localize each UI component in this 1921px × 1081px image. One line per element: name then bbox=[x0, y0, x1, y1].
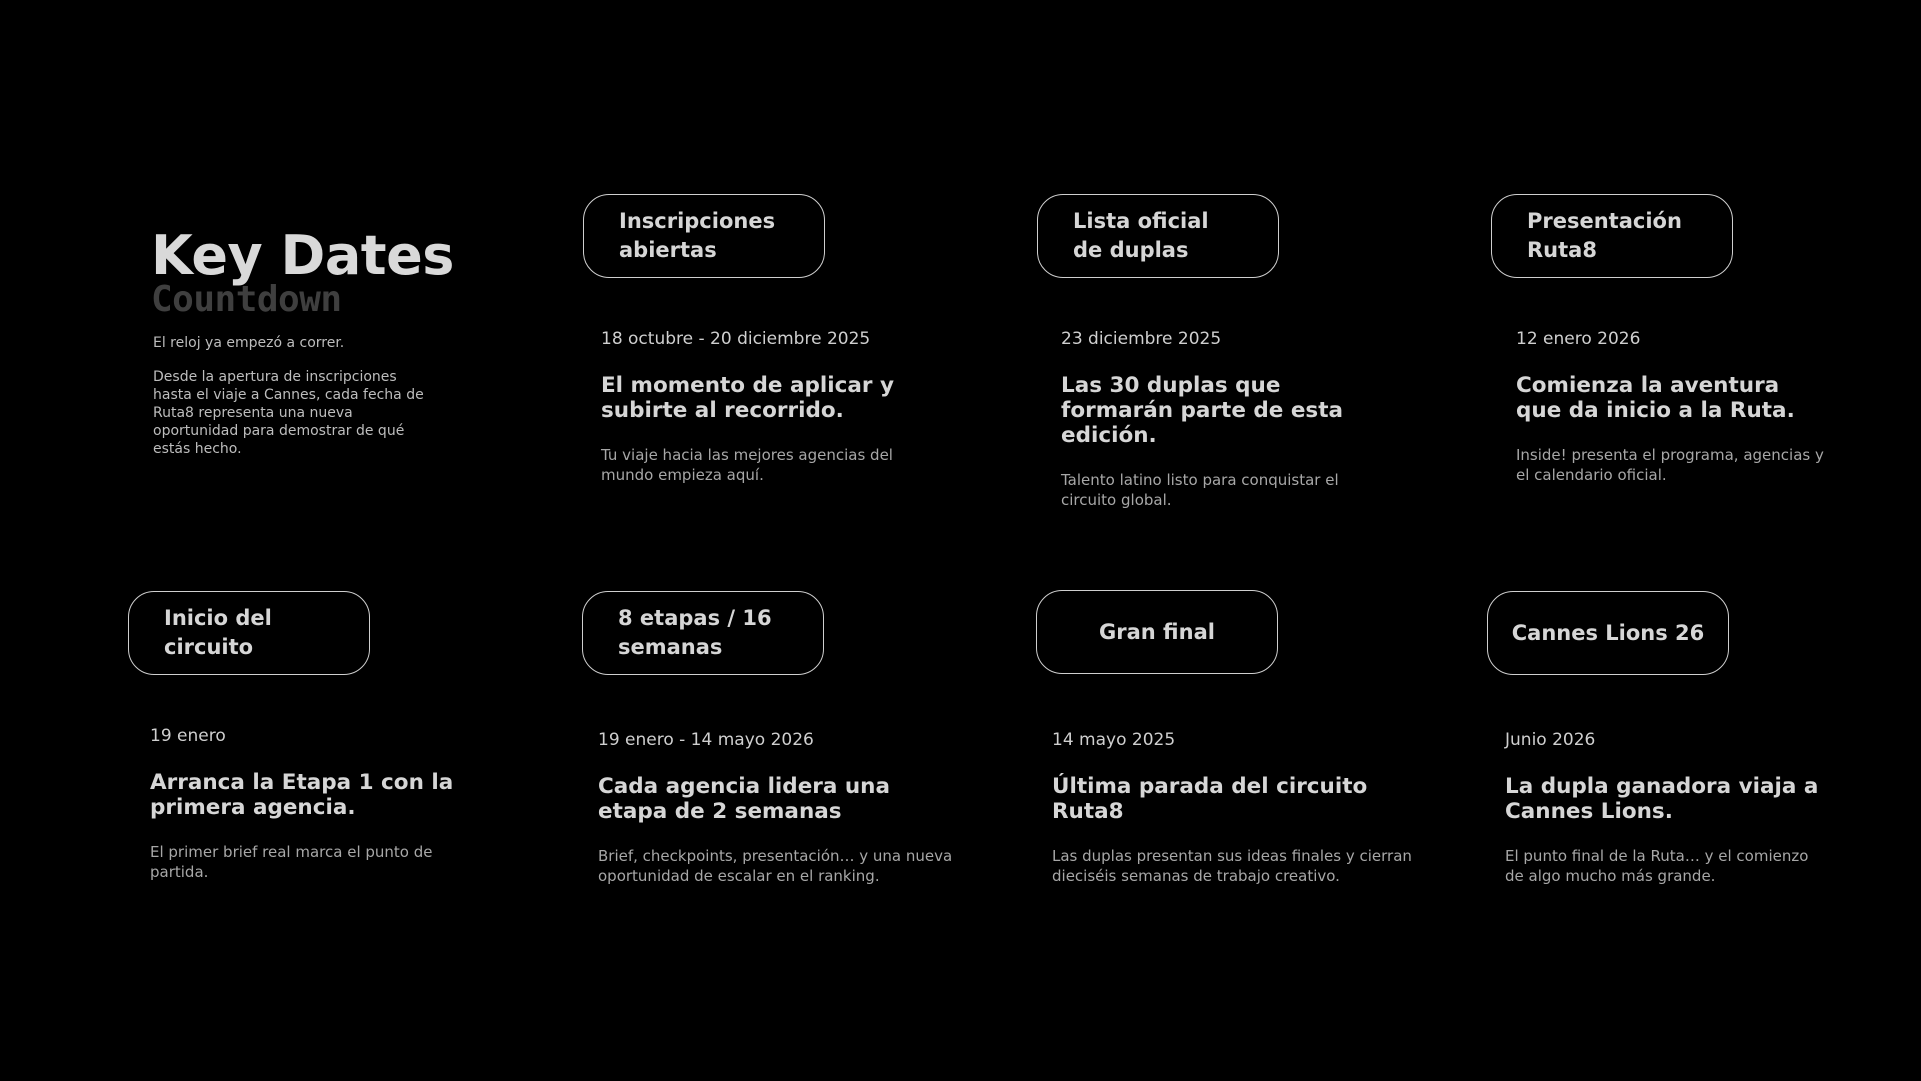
milestone-pill bbox=[1491, 194, 1733, 278]
milestone-description: Inside! presenta el programa, agencias y el calendario oficial. bbox=[1516, 446, 1824, 484]
milestone-description: Talento latino listo para conquistar el circuito global. bbox=[1061, 471, 1339, 509]
page-subtitle: Countdown bbox=[151, 279, 342, 320]
milestone-pill bbox=[128, 591, 370, 675]
milestone-headline: El momento de aplicar y subirte al recorrido. bbox=[601, 373, 894, 423]
milestone-card-gran-final bbox=[1036, 590, 1412, 886]
milestone-headline: Las 30 duplas que formarán parte de esta edición. bbox=[1061, 373, 1344, 448]
milestone-headline: Arranca la Etapa 1 con la primera agencia. bbox=[150, 770, 454, 820]
milestone-date: 18 octubre - 20 diciembre 2025 bbox=[601, 329, 871, 349]
milestone-pill-label: Lista oficial de duplas bbox=[1073, 209, 1209, 262]
milestone-pill-label: Cannes Lions 26 bbox=[1511, 620, 1705, 645]
intro-lead-text: El reloj ya empezó a correr. bbox=[153, 335, 345, 351]
milestone-description: El punto final de la Ruta… y el comienzo de algo mucho más grande. bbox=[1505, 847, 1809, 885]
milestone-card-cannes-lions bbox=[1487, 591, 1847, 886]
page-title: Key Dates bbox=[151, 224, 454, 287]
milestone-pill-label: Inscripciones abiertas bbox=[619, 209, 776, 262]
milestone-pill bbox=[1036, 590, 1278, 674]
milestone-headline: Cada agencia lidera una etapa de 2 semanas bbox=[598, 774, 890, 824]
milestone-pill-label: Gran final bbox=[1099, 619, 1215, 644]
milestone-date: 14 mayo 2025 bbox=[1052, 730, 1176, 750]
milestone-description: Las duplas presentan sus ideas finales y cierran dieciséis semanas de trabajo creativo. bbox=[1052, 847, 1412, 885]
milestone-date: 19 enero bbox=[150, 726, 226, 746]
milestone-headline: La dupla ganadora viaja a Cannes Lions. bbox=[1505, 774, 1819, 824]
intro-block bbox=[151, 226, 481, 458]
milestone-headline: Última parada del circuito Ruta8 bbox=[1052, 774, 1368, 824]
milestone-card-inicio-circuito bbox=[128, 591, 488, 882]
milestone-headline: Comienza la aventura que da inicio a la Ruta. bbox=[1516, 373, 1795, 423]
milestone-description: Tu viaje hacia las mejores agencias del mundo empieza aquí. bbox=[601, 446, 893, 484]
milestone-pill bbox=[1487, 591, 1729, 675]
milestone-date: 23 diciembre 2025 bbox=[1061, 329, 1222, 349]
milestone-pill-label: 8 etapas / 16 semanas bbox=[618, 606, 772, 659]
milestone-date: 19 enero - 14 mayo 2026 bbox=[598, 730, 814, 750]
milestone-date: 12 enero 2026 bbox=[1516, 329, 1641, 349]
milestone-card-inscripciones bbox=[583, 194, 943, 485]
milestone-pill-label: Inicio del circuito bbox=[164, 606, 272, 659]
milestone-date: Junio 2026 bbox=[1505, 730, 1596, 750]
milestone-description: Brief, checkpoints, presentación… y una nueva oportunidad de escalar en el ranking. bbox=[598, 847, 953, 885]
milestone-pill bbox=[1037, 194, 1279, 278]
milestone-card-presentacion bbox=[1491, 194, 1851, 485]
intro-body-text: Desde la apertura de inscripciones hasta el viaje a Cannes, cada fecha de Ruta8 representa una nueva oportunidad para demostrar de qué estás hecho. bbox=[153, 369, 424, 457]
milestone-pill bbox=[582, 591, 824, 675]
milestone-pill bbox=[583, 194, 825, 278]
milestone-card-etapas bbox=[582, 591, 953, 886]
milestone-description: El primer brief real marca el punto de partida. bbox=[150, 843, 433, 881]
milestone-pill-label: Presentación Ruta8 bbox=[1527, 209, 1682, 262]
milestone-card-lista-oficial bbox=[1037, 194, 1397, 510]
